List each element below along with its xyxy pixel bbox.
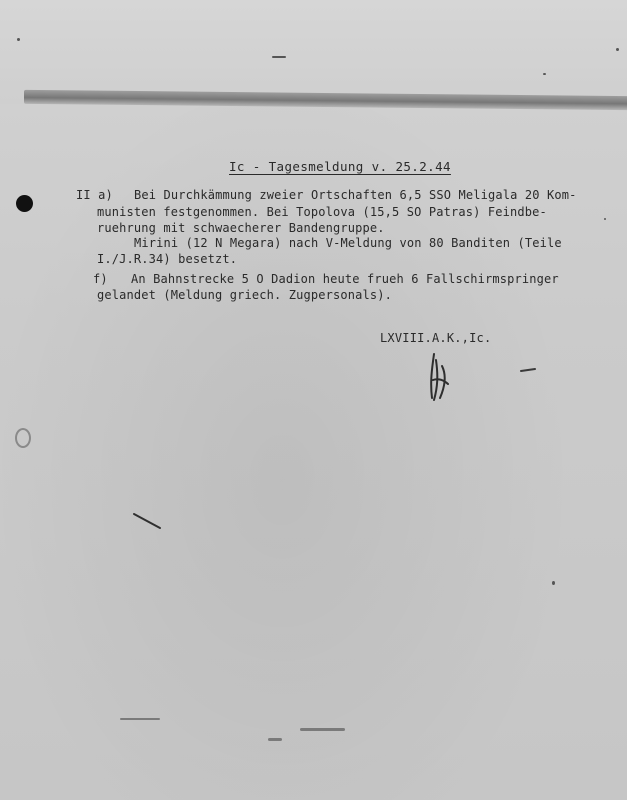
item-label: f) [93,272,108,286]
document-title: Ic - Tagesmeldung v. 25.2.44 [229,159,451,174]
stray-pen-stroke [130,510,166,532]
body-line: Mirini (12 N Megara) nach V-Meldung von 80 Banditen (Teile [134,236,562,250]
handwritten-signature [420,350,460,410]
body-line: Bei Durchkämmung zweier Ortschaften 6,5 SSO Meligala 20 Kom- [134,188,577,202]
underlying-sheet [0,0,627,104]
body-line: gelandet (Meldung griech. Zugpersonals). [97,288,392,302]
body-line: ruehrung mit schwaecherer Bandengruppe. [97,221,385,235]
dust-speck [17,38,20,41]
dust-speck [616,48,619,51]
dust-speck [272,56,286,58]
signoff: LXVIII.A.K.,Ic. [380,331,492,345]
body-line: I./J.R.34) besetzt. [97,252,238,266]
ring-mark [15,428,31,448]
dust-speck [552,581,555,585]
dust-speck [543,73,546,75]
body-line: An Bahnstrecke 5 O Dadion heute frueh 6 Fallschirmspringer [131,272,559,286]
smudge-mark [120,718,160,720]
pen-mark [520,366,536,374]
body-line: munisten festgenommen. Bei Topolova (15,5 SO Patras) Feindbe- [97,205,547,219]
item-label: II a) [76,188,113,202]
punch-hole [16,195,33,212]
smudge-mark [300,728,345,731]
dust-speck [604,218,606,220]
smudge-mark [268,738,282,741]
